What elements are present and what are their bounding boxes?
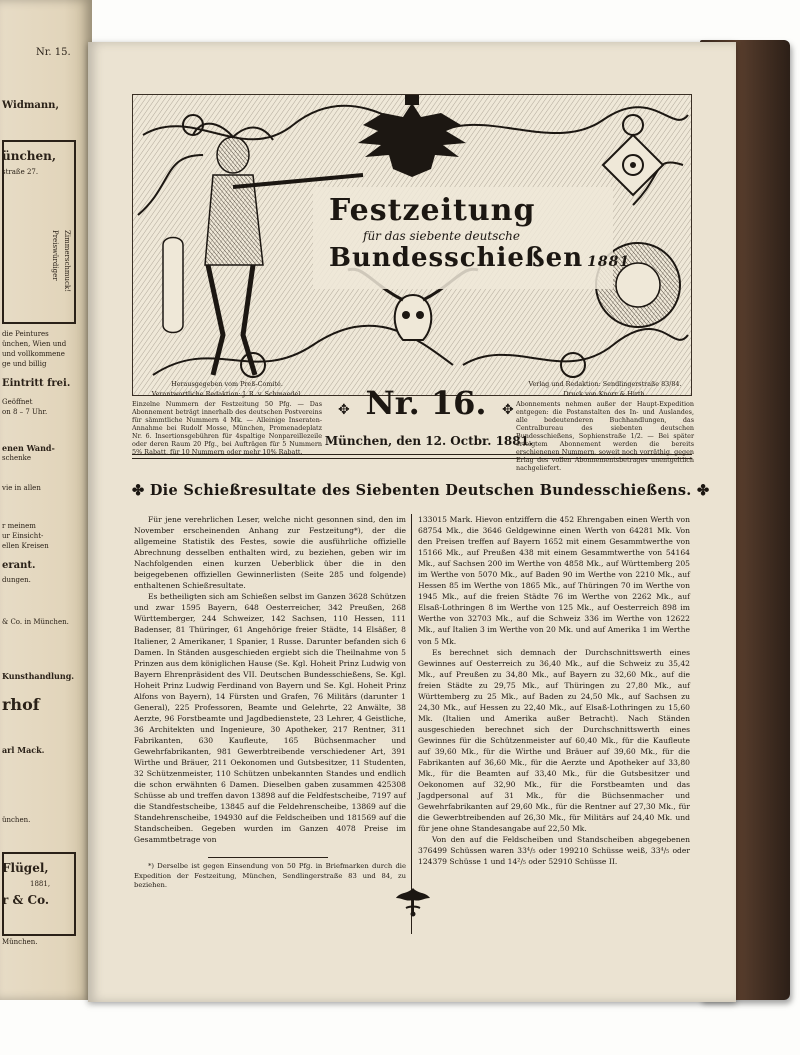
left-page-line: enen Wand- — [2, 443, 55, 453]
masthead-subtitle: für das siebente deutsche — [363, 229, 520, 243]
left-page-line: Geöffnet — [2, 398, 33, 406]
headline-text: Die Schießresultate des Siebenten Deutschen Bundesschießens. — [149, 482, 692, 499]
footnote — [134, 862, 406, 891]
masthead-illustration — [132, 94, 692, 396]
header-rule — [132, 454, 692, 455]
left-page-line: die Peintures — [2, 330, 49, 338]
left-page-line: erant. — [2, 560, 36, 571]
article-paragraph: Es berechnet sich demnach der Durchschnittswerth eines Gewinnes auf Oesterreich zu 36,40 Mk., auf die Schweiz zu 35,42 Mk., auf Preußen zu 34,80 Mk., auf Bayern zu 32,60 Mk., auf die freien Städte zu 29,75 Mk., auf Thüringen zu 27,80 Mk., auf Württemberg zu 25 Mk., auf Baden zu 24,50 Mk., auf Sachsen zu 24,30 Mk., auf Hessen zu 22,40 Mk., auf Elsaß-Lothringen zu 15,60 Mk. (Italien und Amerika außer Betracht). Nach Ständen ausgeschieden berechnet sich der Durchschnittswerth eines Gewinnes für die Schützenmeister auf 60,40 Mk., für die Kaufleute auf 39,60 Mk., für die Wirthe und Bräuer auf 39,60 Mk., für die Fabrikanten auf 36,60 Mk., für die Aerzte und Apotheker auf 33,80 Mk., für die Beamten auf 33,40 Mk., für die Gutsbesitzer und Oekonomen auf 32,90 Mk., für die Forstbeamten und das Jagdpersonal auf 31 Mk., für die Büchsenmacher und Gewehrfabrikanten auf 29,60 Mk., für die Rentner auf 27,30 Mk., für die Gewerbtreibenden auf 26,30 Mk., für Militärs auf 24,40 Mk. und für jene ohne Standesangabe auf 22,50 Mk. — [418, 647, 690, 834]
imprint-left-body: Einzelne Nummern der Festzeitung 50 Pfg. — Das Abonnement beträgt innerhalb des deutschen Postvereins für sämmtliche Nummern 4 Mk. — Alleinige Inseraten-Annahme bei Rudolf Mosse, München, Promenadeplatz Nr. 6. Insertionsgebühren für 4spaltige Nonpareillezeile oder deren Raum 20 Pfg., bei Aufträgen für 5 Nummern 5% Rabatt, für 10 Nummern oder mehr 10% Rabatt. — [132, 400, 322, 456]
left-page-line: straße 27. — [2, 168, 39, 176]
left-page-line: 1881, — [30, 880, 51, 888]
imprint-right-body: Abonnements nehmen außer der Haupt-Expedition entgegen: die Postanstalten des In- und Auslandes, alle bedeutenderen Buchhandlungen, das Centralbureau des siebenten deutschen Bundesschießens, Sophienstraße 1/2. — Bei später erfolgtem Abonnement werden die bereits erschienenen Nummern, soweit noch vorräthig, gegen Erlag des vollen Abonnementsbetrages unentgeltlich nachgeliefert. — [516, 400, 694, 472]
left-page-line: Eintritt frei. — [2, 378, 71, 389]
footnote-text: *) Derselbe ist gegen Einsendung von 50 Pfg. in Briefmarken durch die Expedition der Festzeitung, München, Sendlingerstraße 83 und 84, zu beziehen. — [134, 862, 406, 889]
left-page-line: und vollkommene — [2, 350, 65, 358]
left-page-line: dungen. — [2, 576, 31, 584]
imprint-left-line2: Verantwortliche Redaktion: J. R. v. Schmaedel. — [151, 390, 303, 398]
left-facing-page — [0, 0, 92, 1000]
left-page-line: & Co. in München. — [2, 618, 69, 626]
left-page-line: r meinem — [2, 522, 36, 530]
article-headline — [132, 482, 710, 499]
left-page-line: Preiswürdiger — [51, 230, 59, 281]
left-page-box — [2, 140, 76, 324]
left-page-line: ünchen, — [2, 149, 57, 163]
issue-date: München, den 12. Octbr. 1881. — [324, 434, 534, 448]
article-paragraph: Es betheiligten sich am Schießen selbst im Ganzen 3628 Schützen und zwar 1595 Bayern, 648 Oesterreicher, 342 Preußen, 268 Württemberger, 244 Schweizer, 142 Sachsen, 110 Hessen, 111 Badenser, 81 Thüringer, 61 Angehörige freier Städte, 14 Elsäßer, 8 Italiener, 2 Amerikaner, 1 Spanier, 1 Russe. Darunter befanden sich 6 Damen. In Ständen ausgeschieden ergiebt sich die Theilnahme von 5 Prinzen aus dem königlichen Hause (Se. Kgl. Hoheit Prinz Ludwig von Bayern Ehrenpräsident des VII. Deutschen Bundesschießens, Se. Kgl. Hoheit Prinz Ludwig Ferdinand von Bayern und Se. Kgl. Hoheit Prinz Alfons von Bayern), 14 Fürsten und Grafen, 76 Militärs (darunter 1 General), 225 Professoren, Beamte und Gelehrte, 22 Anwälte, 38 Aerzte, 96 Forstbeamte und Jagdbedienstete, 23 Lehrer, 4 Geistliche, 36 Architekten und Ingenieure, 30 Apotheker, 217 Rentner, 311 Fabrikanten, 630 Kaufleute, 165 Büchsenmacher und Gewehrfabrikanten, 981 Gewerbtreibende verschiedener Art, 391 Wirthe und Bräuer, 211 Oekonomen und Gutsbesitzer, 11 Studenten, 32 Schützenmeister, 110 Schützen unbekannten Standes und endlich die schon erwähnten 6 Damen. Dieselben gaben zusammen 425308 Schüsse ab und treffen davon 13898 auf die Feldfestscheibe, 7197 auf die Standfestscheibe, 13845 auf die Feldehrenscheibe, 13869 auf die Standehrenscheibe, 194930 auf die Feldscheiben und 181569 auf die Standscheiben. Gegeben wurden im Ganzen 4078 Preise im Gesammtbetrage von — [134, 592, 406, 845]
article-column-left — [134, 514, 406, 845]
headline-ornament-left-icon: ✤ — [132, 482, 150, 499]
issue-number: Nr. 16. — [365, 384, 487, 422]
imprint-right-line2: Druck von Knorr & Hirth. — [563, 390, 647, 398]
imprint-left — [132, 380, 322, 458]
imprint-right — [516, 380, 694, 474]
masthead-title: Festzeitung — [329, 193, 536, 228]
left-page-line: Nr. 15. — [36, 47, 71, 58]
left-page-line: ellen Kreisen — [2, 542, 49, 550]
left-page-line: r & Co. — [2, 893, 50, 907]
left-page-line: Kunsthandlung. — [2, 671, 75, 681]
masthead-title-line — [329, 243, 630, 273]
left-page-line: rhof — [2, 695, 40, 714]
left-page-line: München. — [2, 938, 38, 946]
headline-ornament-right-icon: ✤ — [691, 482, 710, 499]
masthead-title-bundesschiessen: Bundesschießen — [329, 243, 584, 273]
left-page-line: vie in allen — [2, 484, 41, 492]
newspaper-page — [88, 42, 736, 1002]
left-page-line: ge und billig — [2, 360, 47, 368]
masthead-year: 1881 — [587, 254, 631, 270]
column-divider — [411, 514, 412, 934]
left-page-line: schenke — [2, 454, 32, 462]
article-paragraph: Für jene verehrlichen Leser, welche nicht gesonnen sind, den im November erscheinenden Anhang zur Festzeitung*), der die allgemeine Statistik des Festes, sowie die ausführliche offizielle Abrechnung desselben enthalten wird, zu beziehen, geben wir im Nachfolgenden einen kurzen Ueberblick über die in den beigegebenen offiziellen Gewinnerlisten (Seite 285 und folgende) enthaltenen Schießresultate. — [134, 515, 406, 591]
fleuron-left-icon: ✥ — [338, 402, 350, 418]
left-page-line: on 8 – 7 Uhr. — [2, 408, 48, 416]
left-page-line: ünchen. — [2, 816, 31, 824]
article-paragraph: Von den auf die Feldscheiben und Standscheiben abgegebenen 376499 Schüssen waren 33⁴/₅ oder 199210 Schüsse weiß, 33⁴/₅ oder 124379 Schüsse 1 und 14²/₅ oder 52910 Schüsse II. — [418, 835, 690, 867]
article-paragraph: 133015 Mark. Hievon entziffern die 452 Ehrengaben einen Werth von 68754 Mk., die 3646 Geldgewinne einen Werth von 64281 Mk. Von den Preisen treffen auf Bayern 1652 mit einem Gesammtwerthe von 15166 Mk., auf Preußen 438 mit einem Gesammtwerthe von 54164 Mk., auf Sachsen 200 im Werthe von 4858 Mk., auf Württemberg 205 im Werthe von 5070 Mk., auf Baden 90 im Werthe von 2210 Mk., auf Hessen 85 im Werthe von 1865 Mk., auf Thüringen 70 im Werthe von 1945 Mk., auf die freien Städte 76 im Werthe von 2262 Mk., auf Elsaß-Lothringen 8 im Werthe von 125 Mk., auf Oesterreich 898 im Werthe von 32703 Mk., auf die Schweiz 336 im Werthe von 12622 Mk., auf Italien 3 im Werthe von 20 Mk. und auf Amerika 1 im Werthe von 5 Mk. — [418, 515, 690, 646]
left-page-line: Flügel, — [2, 861, 49, 875]
left-page-line: Zimmerschmuck! — [63, 230, 71, 293]
fleuron-right-icon: ✥ — [502, 402, 514, 418]
article-column-right — [418, 514, 690, 868]
left-page-line: ünchen, Wien und — [2, 340, 67, 348]
left-page-line: Widmann, — [2, 100, 59, 111]
footnote-rule — [208, 857, 328, 858]
imprint-left-line1: Herausgegeben vom Preß-Comité. — [171, 380, 283, 388]
header-rule-thin — [132, 458, 692, 459]
tailpiece-ornament-icon — [388, 884, 438, 918]
imprint-right-line1: Verlag und Redaktion: Sendlingerstraße 83/84. — [528, 380, 682, 388]
left-page-line: arl Mack. — [2, 745, 45, 755]
left-page-line: ur Einsicht- — [2, 532, 44, 540]
